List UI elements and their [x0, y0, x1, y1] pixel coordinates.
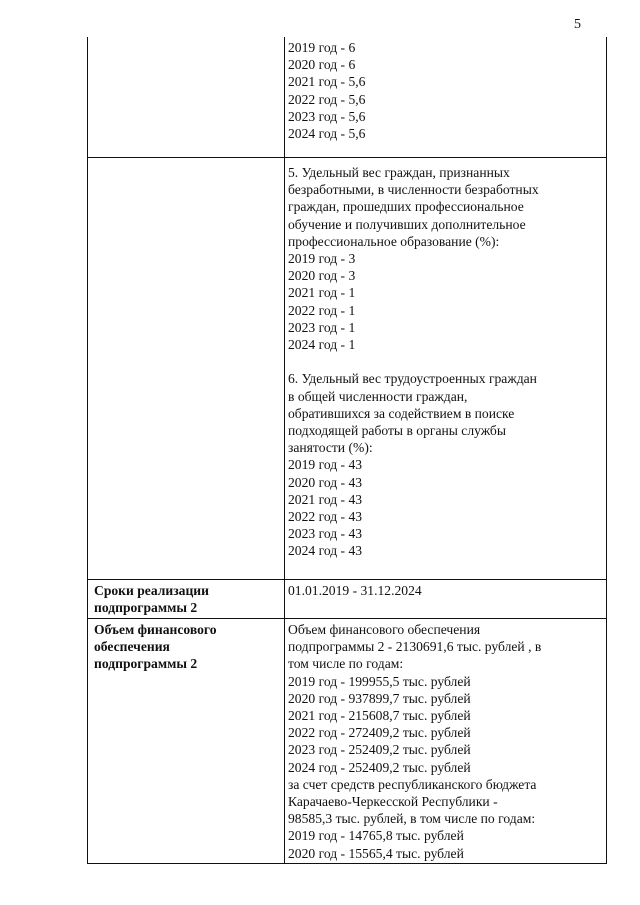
table-row [87, 579, 607, 618]
row-label-cell [88, 37, 284, 157]
text-line: граждан, прошедших профессиональное [288, 199, 524, 215]
text-line: 98585,3 тыс. рублей, в том числе по годам: [288, 811, 536, 827]
text-line: 2024 год - 252409,2 тыс. рублей [288, 759, 471, 775]
text-line: подходящей работы в органы службы [288, 423, 506, 439]
text-line: 2021 год - 43 [288, 491, 363, 507]
table-row [87, 37, 607, 157]
text-line: 2020 год - 6 [288, 57, 356, 73]
row-label-line: обеспечения [94, 639, 170, 655]
text-line: безработными, в численности безработных [288, 182, 539, 198]
text-line: 2023 год - 252409,2 тыс. рублей [288, 742, 471, 758]
row-label-line: Объем финансового [94, 622, 217, 637]
text-line: 2021 год - 1 [288, 285, 356, 301]
text-line: 2024 год - 43 [288, 543, 363, 559]
row-label-line: Сроки реализации [94, 583, 209, 598]
blank-line [288, 353, 600, 370]
row-value-cell [284, 619, 606, 863]
row-value-cell [284, 37, 606, 157]
page-number: 5 [574, 17, 581, 32]
text-line: 2023 год - 5,6 [288, 108, 366, 124]
row-label-cell [88, 580, 284, 618]
text-line: обратившихся за содействием в поиске [288, 405, 515, 421]
text-line: за счет средств республиканского бюджета [288, 776, 537, 792]
text-line: Карачаево-Черкесской Республики - [288, 794, 498, 810]
text-line: том числе по годам: [288, 656, 404, 672]
text-line: 2023 год - 43 [288, 526, 363, 542]
row-value-cell [284, 580, 606, 618]
text-line: 2020 год - 937899,7 тыс. рублей [288, 690, 471, 706]
text-line: 2020 год - 43 [288, 474, 363, 490]
text-line: в общей численности граждан, [288, 388, 468, 404]
text-line: 2022 год - 272409,2 тыс. рублей [288, 725, 471, 741]
text-line: 2019 год - 6 [288, 40, 356, 55]
row-label-cell [88, 619, 284, 863]
row-label-cell [88, 158, 284, 579]
text-line: 2019 год - 14765,8 тыс. рублей [288, 828, 464, 844]
text-line: занятости (%): [288, 440, 373, 456]
text-line: 2024 год - 1 [288, 337, 356, 353]
text-line: 2019 год - 3 [288, 251, 356, 267]
text-line: 2024 год - 5,6 [288, 126, 366, 142]
text-line: подпрограммы 2 - 2130691,6 тыс. рублей , в [288, 639, 542, 655]
text-line: 2020 год - 3 [288, 268, 356, 284]
table-row [87, 157, 607, 579]
row-value-cell [284, 158, 606, 579]
text-line: 2019 год - 43 [288, 457, 363, 473]
text-line: 2020 год - 15565,4 тыс. рублей [288, 845, 464, 861]
text-line: 2023 год - 1 [288, 319, 356, 335]
text-line: профессиональное образование (%): [288, 233, 500, 249]
text-line: 5. Удельный вес граждан, признанных [288, 165, 510, 180]
text-line: 2021 год - 5,6 [288, 74, 366, 90]
table-row [87, 618, 607, 864]
text-line: 2022 год - 5,6 [288, 91, 366, 107]
text-line: обучение и получивших дополнительное [288, 216, 526, 232]
row-label-line: подпрограммы 2 [94, 656, 198, 672]
text-line: 6. Удельный вес трудоустроенных граждан [288, 371, 537, 387]
text-line: 2019 год - 199955,5 тыс. рублей [288, 673, 471, 689]
text-line: 01.01.2019 - 31.12.2024 [288, 583, 422, 598]
text-line: 2022 год - 43 [288, 509, 363, 525]
text-line: Объем финансового обеспечения [288, 622, 481, 637]
text-line: 2021 год - 215608,7 тыс. рублей [288, 708, 471, 724]
row-label-line: подпрограммы 2 [94, 600, 198, 616]
text-line: 2022 год - 1 [288, 302, 356, 318]
passport-table [87, 37, 607, 864]
